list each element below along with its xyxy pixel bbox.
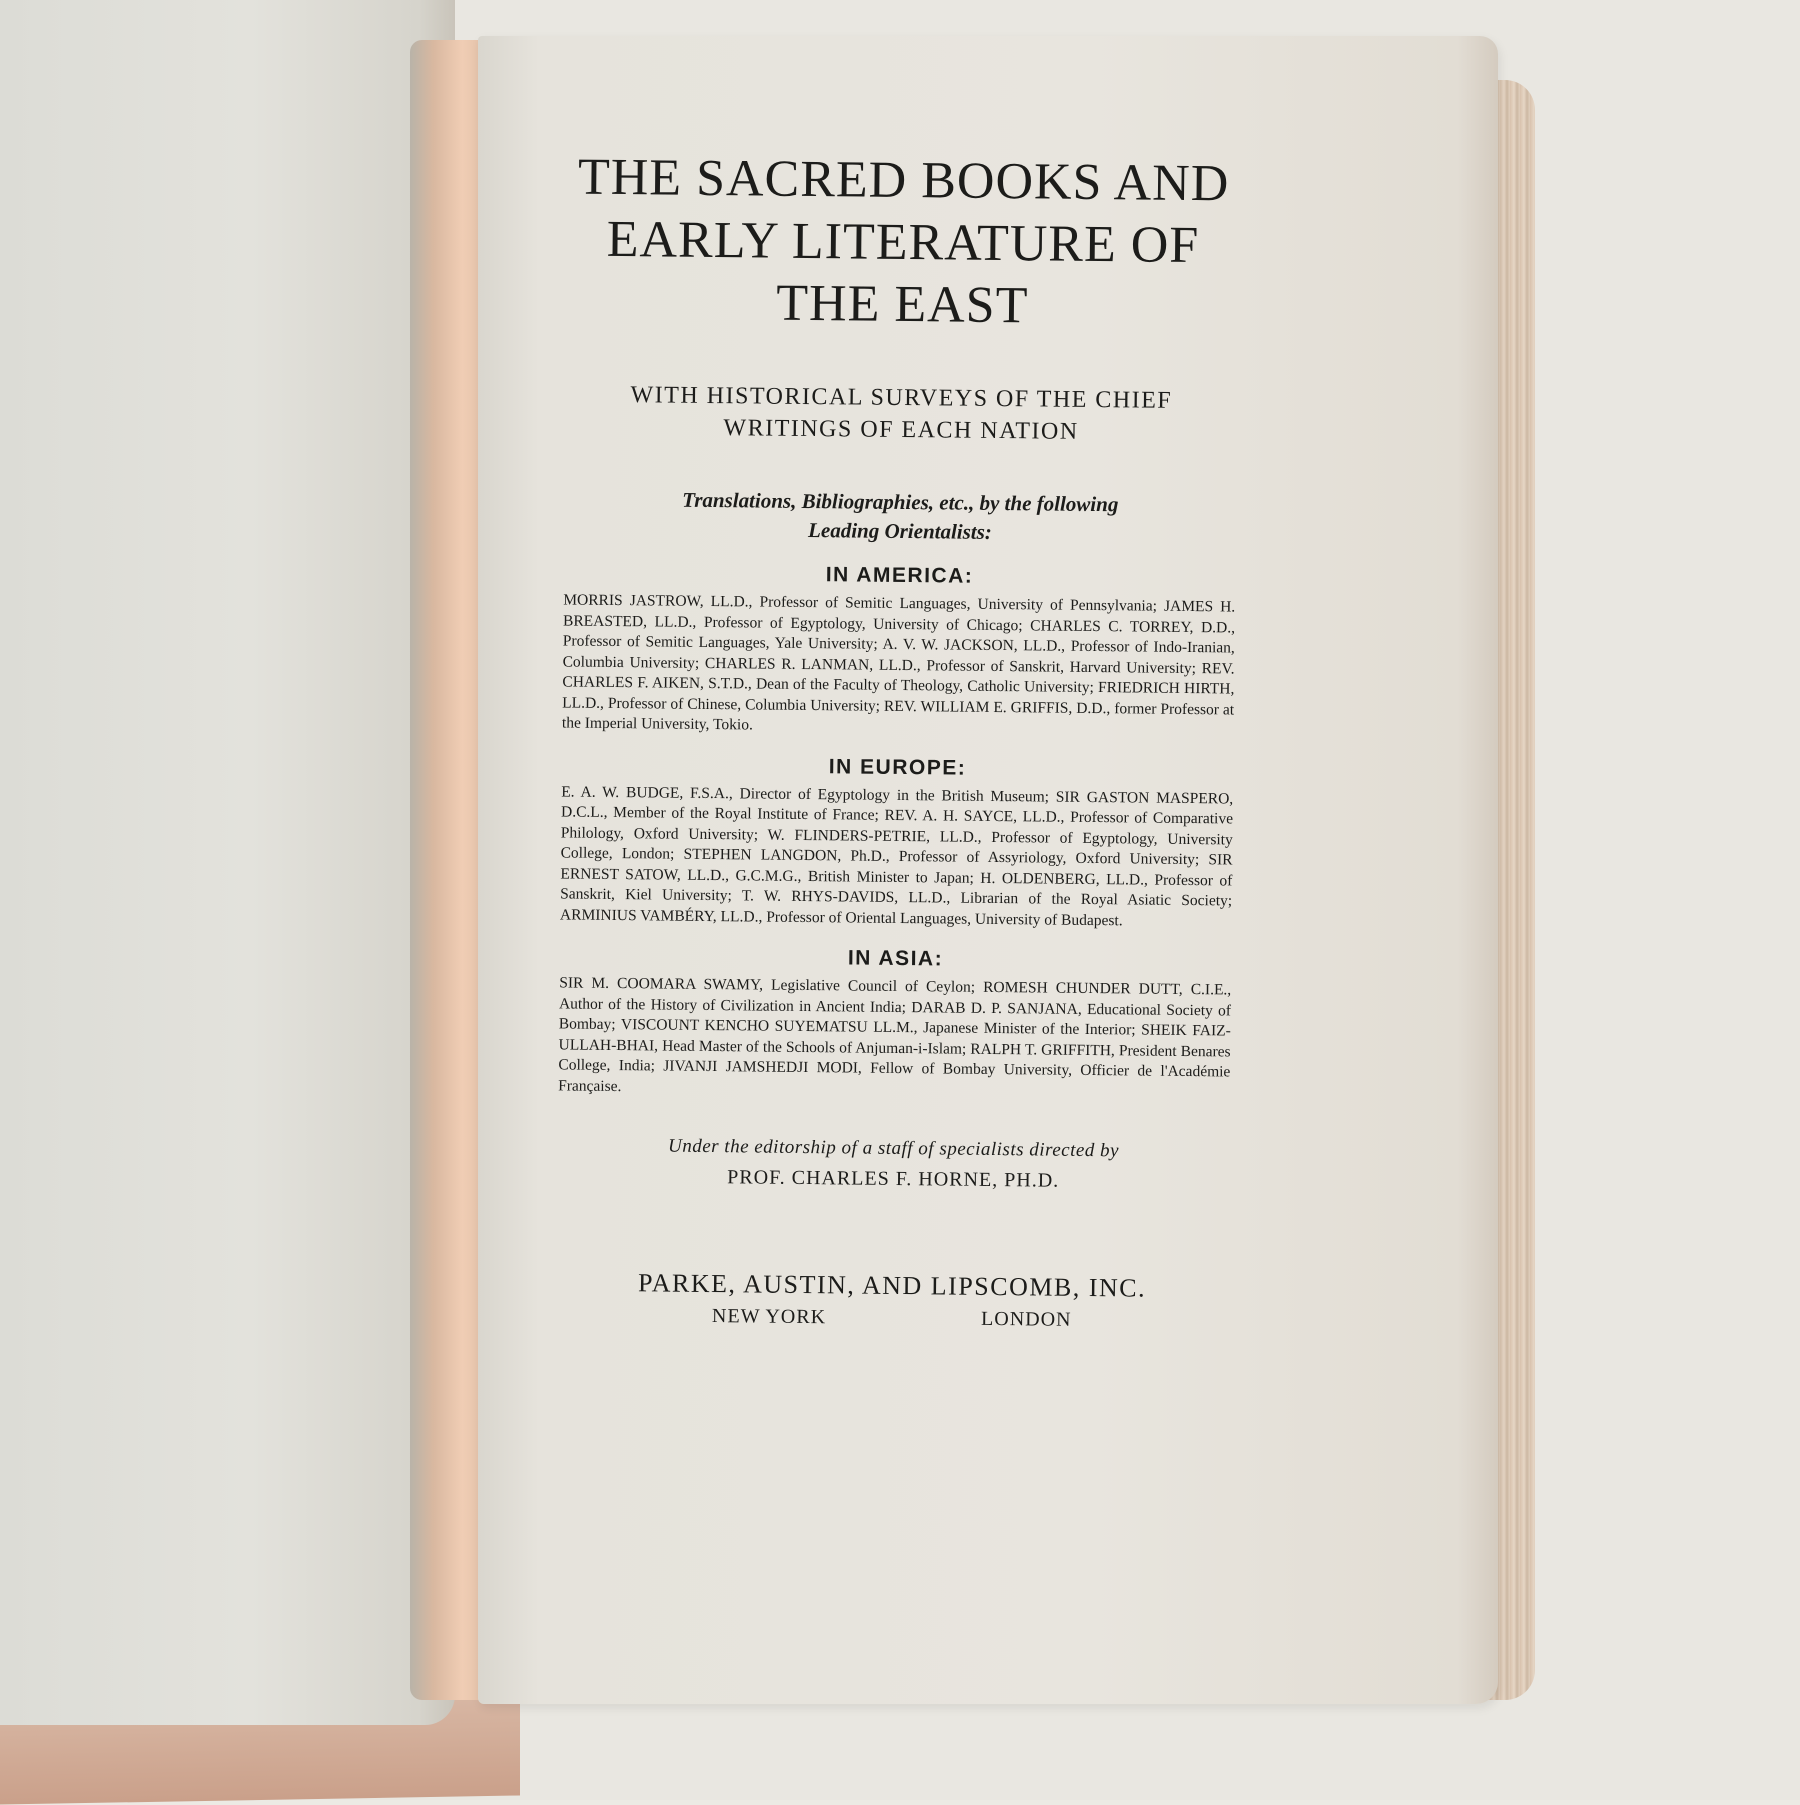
title-page-text — [556, 146, 1240, 1333]
city-new-york: NEW YORK — [711, 1305, 827, 1329]
title-line-1: THE SACRED BOOKS AND — [577, 148, 1230, 213]
publisher-name: PARKE, AUSTIN, AND LIPSCOMB, INC. — [637, 1268, 1147, 1303]
title-line-2: EARLY LITERATURE OF — [606, 210, 1200, 275]
section-asia — [558, 943, 1232, 1103]
section-text-europe: E. A. W. BUDGE, F.S.A., Director of Egyptology in the British Museum; SIR GASTON MASPERO, D.C.L., Member of the Royal Institute of France; REV. A. H. SAYCE, LL.D., Professor of Comparative Philology, Oxford University; W. FLINDERS-PETRIE, LL.D., Professor of Egyptology, University College, London; STEPHEN LANGDON, Ph.D., Professor of Assyriology, Oxford University; SIR ERNEST SATOW, LL.D., G.C.M.G., British Minister to Japan; H. OLDENBERG, LL.D., Professor of Sanskrit, Kiel University; T. W. RHYS-DAVIDS, LL.D., Librarian of the Royal Asiatic Society; ARMINIUS VAMBÉRY, LL.D., Professor of Oriental Languages, University of Budapest. — [559, 782, 1234, 929]
left-blank-page — [0, 0, 455, 1725]
subtitle-line-2: WRITINGS OF EACH NATION — [723, 415, 1079, 445]
book-title — [566, 146, 1240, 339]
city-london: LONDON — [980, 1307, 1072, 1331]
section-america — [562, 560, 1236, 741]
section-heading-america: IN AMERICA: — [825, 563, 974, 588]
subtitle-line-1: WITH HISTORICAL SURVEYS OF THE CHIEF — [630, 382, 1173, 414]
section-text-america: MORRIS JASTROW, LL.D., Professor of Semitic Languages, University of Pennsylvania; JAMES H. BREASTED, LL.D., Professor of Egyptology, University of Chicago; CHARLES C. TORREY, D.D., Professor of Semitic Languages, Yale University; A. V. W. JACKSON, LL.D., Professor of Indo-Iranian, Columbia University; CHARLES R. LANMAN, LL.D., Professor of Sanskrit, Harvard University; REV. CHARLES F. AIKEN, S.T.D., Dean of the Faculty of Theology, Catholic University; FRIEDRICH HIRTH, LL.D., Professor of Chinese, Columbia University; REV. WILLIAM E. GRIFFIS, D.D., former Professor at the Imperial University, Tokio. — [561, 591, 1236, 734]
title-line-3: THE EAST — [776, 274, 1029, 335]
section-europe — [560, 752, 1234, 933]
editorship-note: Under the editorship of a staff of specialists directed by — [667, 1135, 1120, 1162]
translations-line-1: Translations, Bibliographies, etc., by the following — [682, 487, 1119, 517]
section-text-asia: SIR M. COOMARA SWAMY, Legislative Council of Ceylon; ROMESH CHUNDER DUTT, C.I.E., Author of the History of Civilization in Ancient India; DARAB D. P. SANJANA, Educational Society of Bombay; VISCOUNT KENCHO SUYEMATSU LL.M., Japanese Minister of the Interior; SHEIK FAIZ-ULLAH-BHAI, Head Master of the Schools of Anjuman-i-Islam; RALPH T. GRIFFITH, President Benares College, India; JIVANJI JAMSHEDJI MODI, Fellow of Bombay University, Officier de l'Académie Française. — [558, 974, 1232, 1095]
section-heading-europe: IN EUROPE: — [828, 754, 967, 780]
section-heading-asia: IN ASIA: — [847, 946, 944, 971]
translations-line-2: Leading Orientalists: — [807, 518, 993, 544]
translations-note — [564, 484, 1237, 549]
book-subtitle — [565, 378, 1238, 449]
editor-name: PROF. CHARLES F. HORNE, PH.D. — [727, 1166, 1060, 1192]
